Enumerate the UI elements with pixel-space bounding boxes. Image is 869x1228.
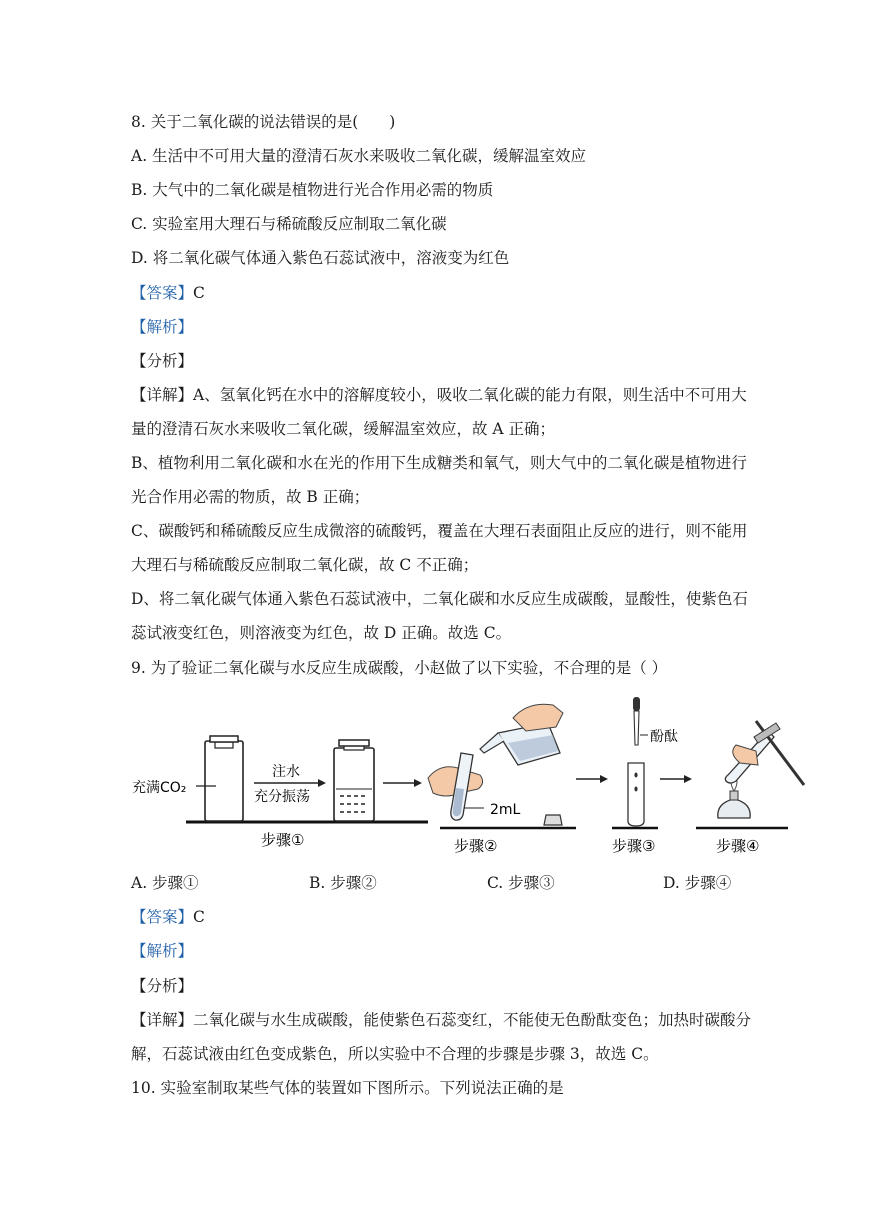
hand-icon (513, 704, 563, 731)
gas-bottle-icon (205, 741, 243, 821)
question-9-option-b: B. 步骤② (309, 874, 377, 892)
answer-tag: 【答案】 (131, 908, 194, 926)
question-8-analysis-tag: 【解析】 (131, 318, 194, 336)
detail-tag: 【详解】 (131, 1011, 194, 1029)
question-8-fenxi: 【分析】 (131, 352, 194, 370)
question-8-stem: 8. 关于二氧化碳的说法错误的是( ) (131, 113, 396, 131)
question-8-answer (131, 283, 205, 303)
question-8-detail-line: B、植物利用二氧化碳和水在光的作用下生成糖类和氧气，则大气中的二氧化碳是植物进行 (131, 454, 747, 472)
2ml-label: 2mL (490, 802, 521, 818)
question-8-detail-line: C、碳酸钙和稀硫酸反应生成微溶的硫酸钙，覆盖在大理石表面阻止反应的进行，则不能用 (131, 522, 748, 540)
question-10-stem: 10. 实验室制取某些气体的装置如下图所示。下列说法正确的是 (131, 1079, 564, 1097)
question-9-option-c: C. 步骤③ (487, 874, 555, 892)
question-9-analysis-tag: 【解析】 (131, 942, 194, 960)
step-3-apparatus (612, 697, 692, 855)
question-9-stem: 9. 为了验证二氧化碳与水反应生成碳酸，小赵做了以下实验，不合理的是（ ） (131, 659, 668, 677)
step-4-apparatus (696, 721, 804, 855)
question-8-detail-line: 光合作用必需的物质，故 B 正确； (131, 488, 370, 506)
step-2-label: 步骤② (454, 837, 498, 855)
question-8-detail-line: 大理石与稀硫酸反应制取二氧化碳，故 C 不正确； (131, 556, 479, 574)
question-8-detail-line: D、将二氧化碳气体通入紫色石蕊试液中，二氧化碳和水反应生成碳酸，显酸性，使紫色石 (131, 590, 748, 608)
dropper-icon (633, 697, 640, 711)
inject-water-label: 注水 (272, 764, 300, 780)
alcohol-lamp-icon (718, 799, 750, 818)
test-tube-icon (628, 763, 644, 826)
step-2-apparatus (428, 704, 608, 855)
answer-value: C (193, 284, 205, 302)
detail-tag: 【详解】 (131, 386, 194, 404)
question-8-detail-line (131, 385, 747, 405)
water-bottle-icon (334, 748, 374, 821)
question-9-option-d: D. 步骤④ (663, 874, 732, 892)
step-1-apparatus (132, 736, 428, 849)
question-8-detail-line: 量的澄清石灰水来吸收二氧化碳，缓解温室效应，故 A 正确； (131, 420, 556, 438)
question-9-option-a: A. 步骤① (131, 874, 199, 892)
phenolphthalein-label: 酚酞 (650, 729, 678, 745)
question-9-detail-line (131, 1010, 751, 1030)
question-8-option-d: D. 将二氧化碳气体通入紫色石蕊试液中，溶液变为红色 (131, 249, 510, 267)
question-8-option-c: C. 实验室用大理石与稀硫酸反应制取二氧化碳 (131, 215, 447, 233)
question-8-detail-line: 蕊试液变红色，则溶液变为红色，故 D 正确。故选 C。 (131, 624, 512, 642)
stopper-icon (544, 815, 562, 825)
step-3-label: 步骤③ (612, 837, 656, 855)
experiment-figure (128, 693, 818, 863)
step-1-label: 步骤① (261, 831, 305, 849)
question-8-option-b: B. 大气中的二氧化碳是植物进行光合作用必需的物质 (131, 181, 494, 199)
detail-text: 二氧化碳与水生成碳酸，能使紫色石蕊变红，不能使无色酚酞变色；加热时碳酸分 (193, 1011, 752, 1029)
question-9-detail-line: 解，石蕊试液由红色变成紫色，所以实验中不合理的步骤是步骤 3，故选 C。 (131, 1045, 659, 1063)
shake-label: 充分振荡 (254, 789, 310, 805)
question-9-fenxi: 【分析】 (131, 977, 194, 995)
answer-value: C (193, 908, 205, 926)
step-4-label: 步骤④ (716, 837, 760, 855)
co2-label: 充满CO₂ (132, 780, 187, 796)
question-8-option-a: A. 生活中不可用大量的澄清石灰水来吸收二氧化碳，缓解温室效应 (131, 147, 587, 165)
question-9-answer (131, 907, 205, 927)
detail-text: A、氢氧化钙在水中的溶解度较小，吸收二氧化碳的能力有限，则生活中不可用大 (193, 386, 747, 404)
answer-tag: 【答案】 (131, 284, 194, 302)
